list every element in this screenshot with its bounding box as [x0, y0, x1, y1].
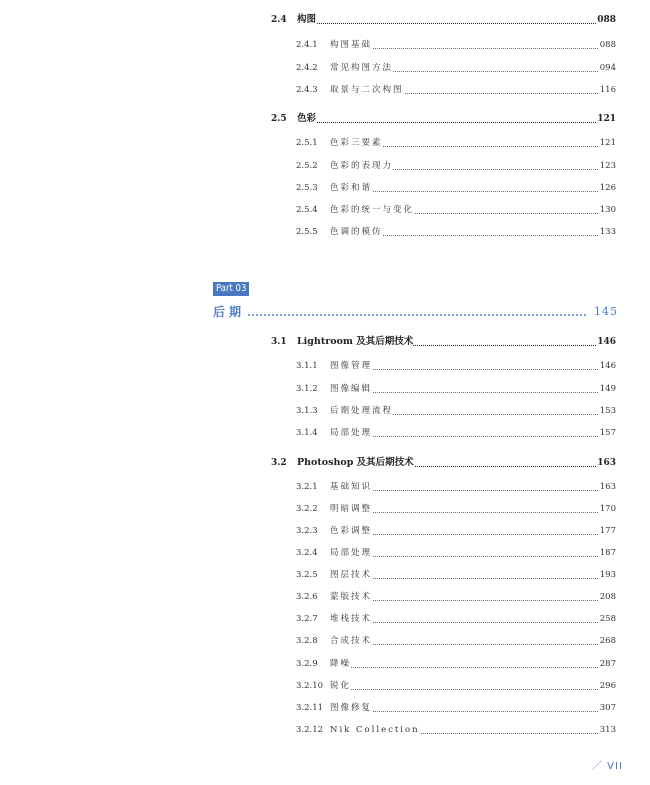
toc-subsection-entry[interactable]: [0, 589, 650, 605]
entry-page-number: 121: [597, 111, 616, 127]
entry-page-number: 157: [600, 425, 616, 441]
entry-page-number: 170: [600, 501, 616, 517]
toc-subsection-entry[interactable]: [0, 633, 650, 649]
part-title: 后期: [213, 305, 246, 319]
entry-number: 3.2.12: [296, 722, 323, 738]
footer-page-number: ／ VII: [592, 761, 623, 772]
entry-title: 合成技术: [330, 633, 372, 649]
entry-number: 2.5.3: [296, 180, 318, 196]
entry-title: 基础知识: [330, 479, 372, 495]
entry-title: 明暗调整: [330, 501, 372, 517]
toc-subsection-entry[interactable]: [0, 523, 650, 539]
dot-leader: [345, 711, 598, 712]
entry-title: 堆栈技术: [330, 611, 372, 627]
entry-number: 3.2.8: [296, 633, 318, 649]
entry-title: 构图: [297, 12, 316, 28]
entry-number: 2.4: [271, 12, 287, 28]
entry-title: 取景与二次构图: [330, 82, 404, 98]
entry-title: 锐化: [330, 678, 351, 694]
entry-page-number: 133: [600, 224, 616, 240]
entry-title: 图层技术: [330, 567, 372, 583]
entry-page-number: 121: [600, 135, 616, 151]
entry-page-number: 123: [600, 158, 616, 174]
dot-leader: [345, 512, 598, 513]
entry-page-number: 287: [600, 656, 616, 672]
toc-subsection-entry[interactable]: [0, 656, 650, 672]
entry-page-number: 177: [600, 523, 616, 539]
dot-leader: [345, 392, 598, 393]
entry-number: 3.2.1: [296, 479, 318, 495]
dot-leader: [345, 667, 598, 668]
dot-leader: [345, 600, 598, 601]
entry-page-number: 208: [600, 589, 616, 605]
dot-leader: [345, 436, 598, 437]
entry-title: 局部处理: [330, 425, 372, 441]
entry-page-number: 094: [600, 60, 616, 76]
toc-subsection-entry[interactable]: [0, 82, 650, 98]
toc-subsection-entry[interactable]: [0, 678, 650, 694]
dot-leader: [345, 689, 598, 690]
dot-leader: [345, 644, 598, 645]
toc-subsection-entry[interactable]: [0, 700, 650, 716]
entry-number: 2.5.2: [296, 158, 318, 174]
entry-page-number: 258: [600, 611, 616, 627]
entry-title: 蒙版技术: [330, 589, 372, 605]
entry-page-number: 126: [600, 180, 616, 196]
toc-section-entry[interactable]: [0, 455, 650, 471]
entry-page-number: 187: [600, 545, 616, 561]
entry-page-number: 088: [600, 37, 616, 53]
entry-page-number: 130: [600, 202, 616, 218]
entry-page-number: 268: [600, 633, 616, 649]
entry-number: 3.1.2: [296, 381, 318, 397]
entry-title: 构图基础: [330, 37, 372, 53]
entry-page-number: 149: [600, 381, 616, 397]
entry-page-number: 163: [597, 455, 616, 471]
dot-leader: [345, 556, 598, 557]
entry-title: 后期处理流程: [330, 403, 393, 419]
toc-subsection-entry[interactable]: [0, 37, 650, 53]
entry-number: 3.2.10: [296, 678, 323, 694]
entry-number: 2.5.4: [296, 202, 318, 218]
entry-page-number: 088: [597, 12, 616, 28]
entry-title: Lightroom 及其后期技术: [297, 334, 413, 350]
entry-title: Photoshop 及其后期技术: [297, 455, 414, 471]
entry-number: 3.2.11: [296, 700, 323, 716]
toc-subsection-entry[interactable]: [0, 403, 650, 419]
entry-number: 3.2.6: [296, 589, 318, 605]
entry-title: 图像修复: [330, 700, 372, 716]
entry-title: Nik Collection: [330, 722, 420, 738]
dot-leader: [345, 578, 598, 579]
entry-page-number: 153: [600, 403, 616, 419]
dot-leader: [243, 314, 586, 316]
toc-subsection-entry[interactable]: [0, 224, 650, 240]
toc-subsection-entry[interactable]: [0, 135, 650, 151]
toc-section-entry[interactable]: [0, 334, 650, 350]
part-page-number: 145: [594, 303, 618, 321]
entry-number: 3.2.9: [296, 656, 318, 672]
toc-subsection-entry[interactable]: [0, 545, 650, 561]
entry-page-number: 146: [597, 334, 616, 350]
dot-leader: [300, 122, 600, 123]
entry-title: 色彩: [297, 111, 316, 127]
toc-subsection-entry[interactable]: [0, 180, 650, 196]
entry-page-number: 307: [600, 700, 616, 716]
entry-number: 2.4.3: [296, 82, 318, 98]
entry-number: 2.4.2: [296, 60, 318, 76]
entry-page-number: 296: [600, 678, 616, 694]
entry-number: 3.1: [271, 334, 287, 350]
toc-subsection-entry[interactable]: [0, 202, 650, 218]
toc-subsection-entry[interactable]: [0, 425, 650, 441]
entry-number: 3.2.7: [296, 611, 318, 627]
entry-number: 2.5.5: [296, 224, 318, 240]
entry-number: 3.1.3: [296, 403, 318, 419]
entry-title: 局部处理: [330, 545, 372, 561]
entry-title: 色彩和谐: [330, 180, 372, 196]
dot-leader: [345, 191, 598, 192]
entry-page-number: 313: [600, 722, 616, 738]
entry-number: 3.2.5: [296, 567, 318, 583]
entry-title: 图像编辑: [330, 381, 372, 397]
entry-title: 常见构图方法: [330, 60, 393, 76]
toc-subsection-entry[interactable]: [0, 722, 650, 738]
dot-leader: [300, 23, 600, 24]
entry-number: 3.2: [271, 455, 287, 471]
entry-number: 2.5.1: [296, 135, 318, 151]
entry-page-number: 163: [600, 479, 616, 495]
dot-leader: [345, 48, 598, 49]
part-heading[interactable]: [213, 303, 618, 321]
entry-title: 图像管理: [330, 358, 372, 374]
toc-section-entry[interactable]: [0, 111, 650, 127]
dot-leader: [345, 369, 598, 370]
entry-title: 色彩三要素: [330, 135, 383, 151]
toc-subsection-entry[interactable]: [0, 479, 650, 495]
entry-page-number: 146: [600, 358, 616, 374]
entry-title: 降噪: [330, 656, 351, 672]
toc-subsection-entry[interactable]: [0, 158, 650, 174]
toc-subsection-entry[interactable]: [0, 611, 650, 627]
part-label: Part 03: [213, 282, 249, 296]
entry-number: 3.2.2: [296, 501, 318, 517]
toc-subsection-entry[interactable]: [0, 567, 650, 583]
toc-subsection-entry[interactable]: [0, 381, 650, 397]
toc-section-entry[interactable]: [0, 12, 650, 28]
entry-number: 3.2.3: [296, 523, 318, 539]
entry-title: 色彩调整: [330, 523, 372, 539]
entry-number: 3.2.4: [296, 545, 318, 561]
dot-leader: [345, 490, 598, 491]
dot-leader: [345, 534, 598, 535]
entry-title: 色彩的统一与变化: [330, 202, 414, 218]
entry-number: 2.4.1: [296, 37, 318, 53]
toc-subsection-entry[interactable]: [0, 358, 650, 374]
entry-number: 3.1.4: [296, 425, 318, 441]
entry-number: 3.1.1: [296, 358, 318, 374]
entry-number: 2.5: [271, 111, 287, 127]
toc-subsection-entry[interactable]: [0, 60, 650, 76]
entry-page-number: 193: [600, 567, 616, 583]
dot-leader: [345, 622, 598, 623]
entry-title: 色彩的表现力: [330, 158, 393, 174]
entry-page-number: 116: [600, 82, 616, 98]
toc-subsection-entry[interactable]: [0, 501, 650, 517]
entry-title: 色调的模仿: [330, 224, 383, 240]
